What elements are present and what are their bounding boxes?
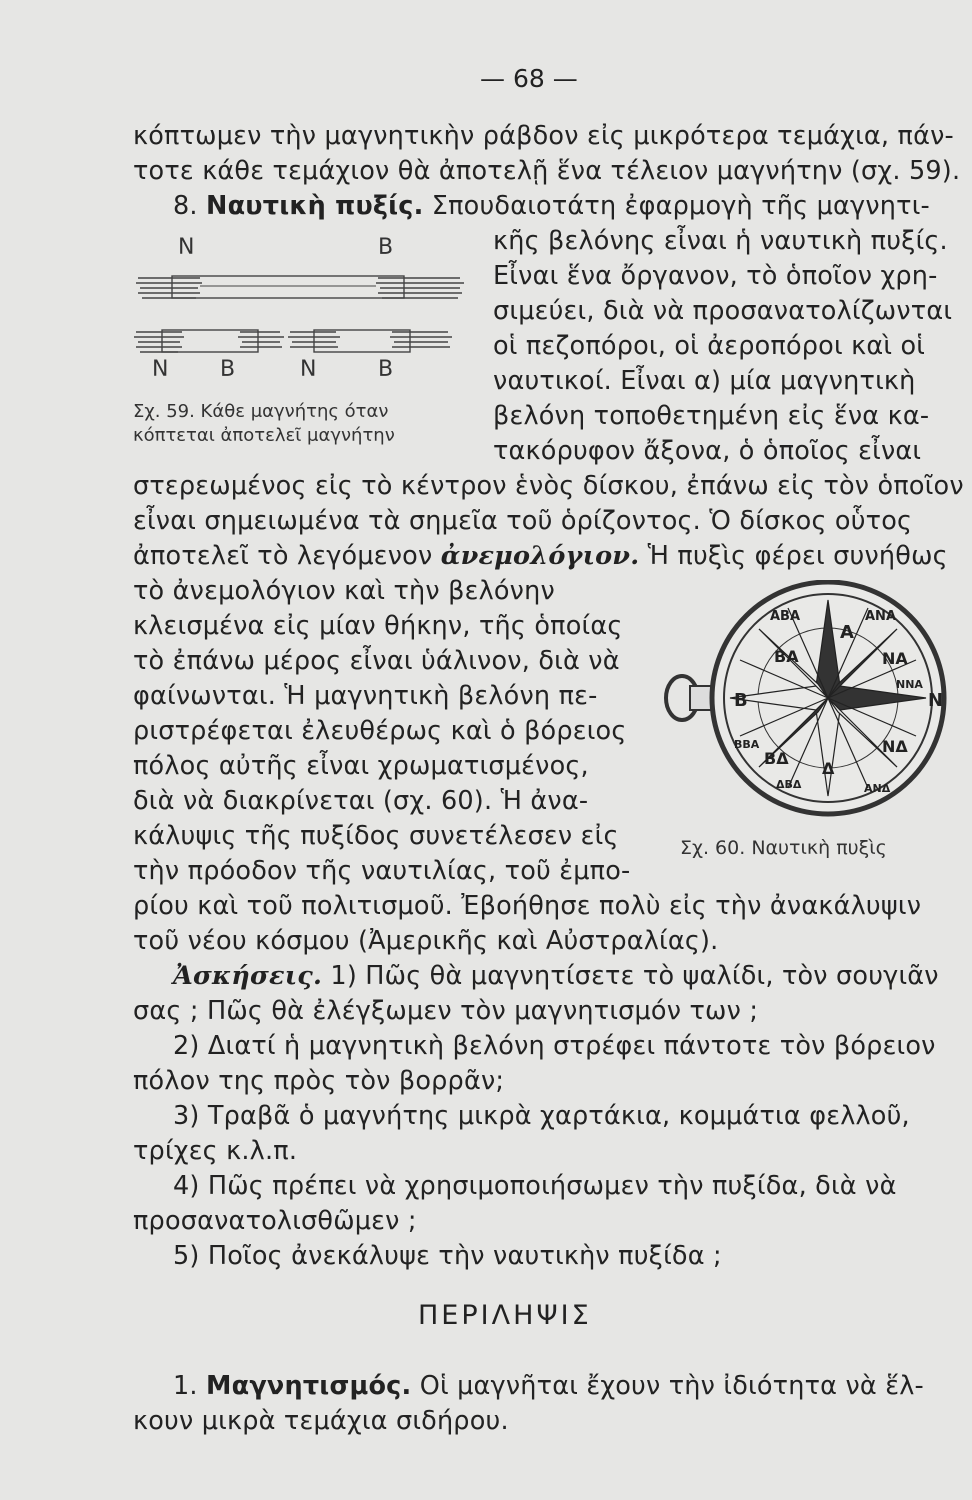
exercise-4-line-1: 4) Πῶς πρέπει νὰ χρησιμοποιήσωμεν τὴν πυξίδα, διὰ νὰ bbox=[173, 1171, 897, 1201]
exercise-2-line-2: πόλον της πρὸς τὸν βορρᾶν; bbox=[133, 1066, 505, 1096]
compass-label-east: Α bbox=[840, 622, 854, 643]
text-line: τὸ ἐπάνω μέρος εἶναι ὑάλινον, διὰ νὰ bbox=[133, 646, 620, 676]
text-line: κῆς βελόνης εἶναι ἡ ναυτικὴ πυξίς. bbox=[493, 226, 948, 256]
text-line: τὸ ἀνεμολόγιον καὶ τὴν βελόνην bbox=[133, 576, 555, 606]
text-line: σιμεύει, διὰ νὰ προσανατολίζωνται bbox=[493, 296, 953, 326]
text-line: βελόνη τοποθετημένη εἰς ἕνα κα- bbox=[493, 401, 930, 431]
exercise-2-line-1: 2) Διατί ἡ μαγνητικὴ βελόνη στρέφει πάντοτε τὸν βόρειον bbox=[173, 1031, 936, 1061]
text-span: Οἱ μαγνῆται ἔχουν τὴν ἰδιότητα νὰ ἕλ- bbox=[419, 1371, 924, 1401]
text-line: ρίου καὶ τοῦ πολιτισμοῦ. Ἐβοήθησε πολὺ εἰς τὴν ἀνακάλυψιν bbox=[133, 891, 922, 921]
text-line: διὰ νὰ διακρίνεται (σχ. 60). Ἡ ἀνα- bbox=[133, 786, 589, 816]
figure-60-caption: Σχ. 60. Ναυτικὴ πυξὶς bbox=[680, 837, 887, 859]
text-line: στερεωμένος εἰς τὸ κέντρον ἑνὸς δίσκου, ἐπάνω εἰς τὸν ὁποῖον bbox=[133, 471, 964, 501]
compass-label-sw: ΝΔ bbox=[882, 737, 908, 756]
exercise-4-line-2: προσανατολισθῶμεν ; bbox=[133, 1206, 417, 1236]
label-n-top: Ν bbox=[178, 235, 195, 260]
summary-number: 1. bbox=[173, 1371, 198, 1401]
label-b-bottom-1: Β bbox=[220, 357, 236, 382]
label-b-top: Β bbox=[378, 235, 394, 260]
exercise-1-line-1 bbox=[173, 959, 939, 993]
compass-illustration bbox=[660, 580, 960, 835]
exercise-5: 5) Ποῖος ἀνεκάλυψε τὴν ναυτικὴν πυξίδα ; bbox=[173, 1241, 722, 1271]
text-line: τοτε κάθε τεμάχιον θὰ ἀποτελῇ ἕνα τέλειον μαγνήτην (σχ. 59). bbox=[133, 156, 961, 186]
magnet-bars-illustration bbox=[130, 228, 470, 388]
text-span: ἀποτελεῖ τὸ λεγόμενον bbox=[133, 541, 433, 571]
text-line: ριστρέφεται ἐλευθέρως καὶ ὁ βόρειος bbox=[133, 716, 627, 746]
text-line: πόλος αὐτῆς εἶναι χρωματισμένος, bbox=[133, 751, 589, 781]
compass-label-se: ΝΑ bbox=[882, 649, 908, 668]
figure-60 bbox=[660, 580, 960, 835]
text-line: κόπτωμεν τὴν μαγνητικὴν ράβδον εἰς μικρότερα τεμάχια, πάν- bbox=[133, 121, 954, 151]
text-span: 1) Πῶς θὰ μαγνητίσετε τὸ ψαλίδι, τὸν σουγιᾶν bbox=[330, 961, 939, 991]
text-line bbox=[133, 539, 948, 573]
exercise-1-line-2: σας ; Πῶς θὰ ἐλέγξωμεν τὸν μαγνητισμόν των ; bbox=[133, 996, 759, 1026]
compass-label-nne: ΒΒΑ bbox=[734, 738, 760, 751]
text-line: ναυτικοί. Εἶναι α) μία μαγνητικὴ bbox=[493, 366, 916, 396]
compass-label-ene: ΑΒΑ bbox=[770, 609, 801, 624]
compass-label-ese: ΑΝΑ bbox=[865, 609, 897, 624]
compass-label-nw: ΒΔ bbox=[764, 749, 789, 768]
compass-label-wnw: ΔΒΔ bbox=[776, 778, 802, 791]
section-title: Ναυτικὴ πυξίς. bbox=[206, 191, 424, 221]
summary-title: ΠΕΡΙΛΗΨΙΣ bbox=[418, 1300, 592, 1331]
text-span: Σπουδαιοτάτη ἐφαρμογὴ τῆς μαγνητι- bbox=[431, 191, 930, 221]
compass-label-west: Δ bbox=[822, 759, 835, 778]
figure-59-caption-line-2: κόπτεται ἀποτελεῖ μαγνήτην bbox=[133, 425, 395, 446]
exercise-3-line-2: τρίχες κ.λ.π. bbox=[133, 1136, 298, 1166]
exercises-title: Ἀσκήσεις. bbox=[173, 961, 323, 991]
text-line: κλεισμένα εἰς μίαν θήκην, τῆς ὁποίας bbox=[133, 611, 623, 641]
summary-line-2: κουν μικρὰ τεμάχια σιδήρου. bbox=[133, 1406, 509, 1436]
text-line: τακόρυφον ἄξονα, ὁ ὁποῖος εἶναι bbox=[493, 436, 922, 466]
text-line: κάλυψις τῆς πυξίδος συνετέλεσεν εἰς bbox=[133, 821, 619, 851]
term-anemologion: ἀνεμολόγιον. bbox=[440, 541, 640, 571]
exercise-3-line-1: 3) Τραβᾶ ὁ μαγνήτης μικρὰ χαρτάκια, κομμάτια φελλοῦ, bbox=[173, 1101, 910, 1131]
figure-59 bbox=[130, 228, 470, 388]
page-number: — 68 — bbox=[480, 64, 578, 93]
text-line: Εἶναι ἕνα ὄργανον, τὸ ὁποῖον χρη- bbox=[493, 261, 938, 291]
summary-term: Μαγνητισμός. bbox=[206, 1371, 412, 1401]
label-n-bottom-1: Ν bbox=[152, 357, 169, 382]
compass-label-north: Β bbox=[734, 690, 748, 711]
text-span: Ἡ πυξὶς φέρει συνήθως bbox=[647, 541, 948, 571]
section-heading-line bbox=[173, 189, 930, 223]
summary-line-1 bbox=[173, 1369, 924, 1403]
compass-label-ne: ΒΑ bbox=[774, 647, 799, 666]
label-n-bottom-2: Ν bbox=[300, 357, 317, 382]
compass-label-south: Ν bbox=[928, 690, 944, 711]
compass-label-wsw: ΑΝΔ bbox=[864, 782, 891, 795]
text-line: οἱ πεζοπόροι, οἱ ἀεροπόροι καὶ οἱ bbox=[493, 331, 926, 361]
text-line: φαίνωνται. Ἡ μαγνητικὴ βελόνη πε- bbox=[133, 681, 598, 711]
text-line: τοῦ νέου κόσμου (Ἀμερικῆς καὶ Αὐστραλίας). bbox=[133, 926, 719, 956]
figure-59-caption-line-1: Σχ. 59. Κάθε μαγνήτης όταν bbox=[133, 401, 389, 422]
text-line: τὴν πρόοδον τῆς ναυτιλίας, τοῦ ἐμπο- bbox=[133, 856, 631, 886]
compass-label-sse: ΝΝΑ bbox=[896, 678, 923, 691]
label-b-bottom-2: Β bbox=[378, 357, 394, 382]
section-number: 8. bbox=[173, 191, 198, 221]
text-line: εἶναι σημειωμένα τὰ σημεῖα τοῦ ὁρίζοντος. Ὁ δίσκος οὗτος bbox=[133, 506, 913, 536]
